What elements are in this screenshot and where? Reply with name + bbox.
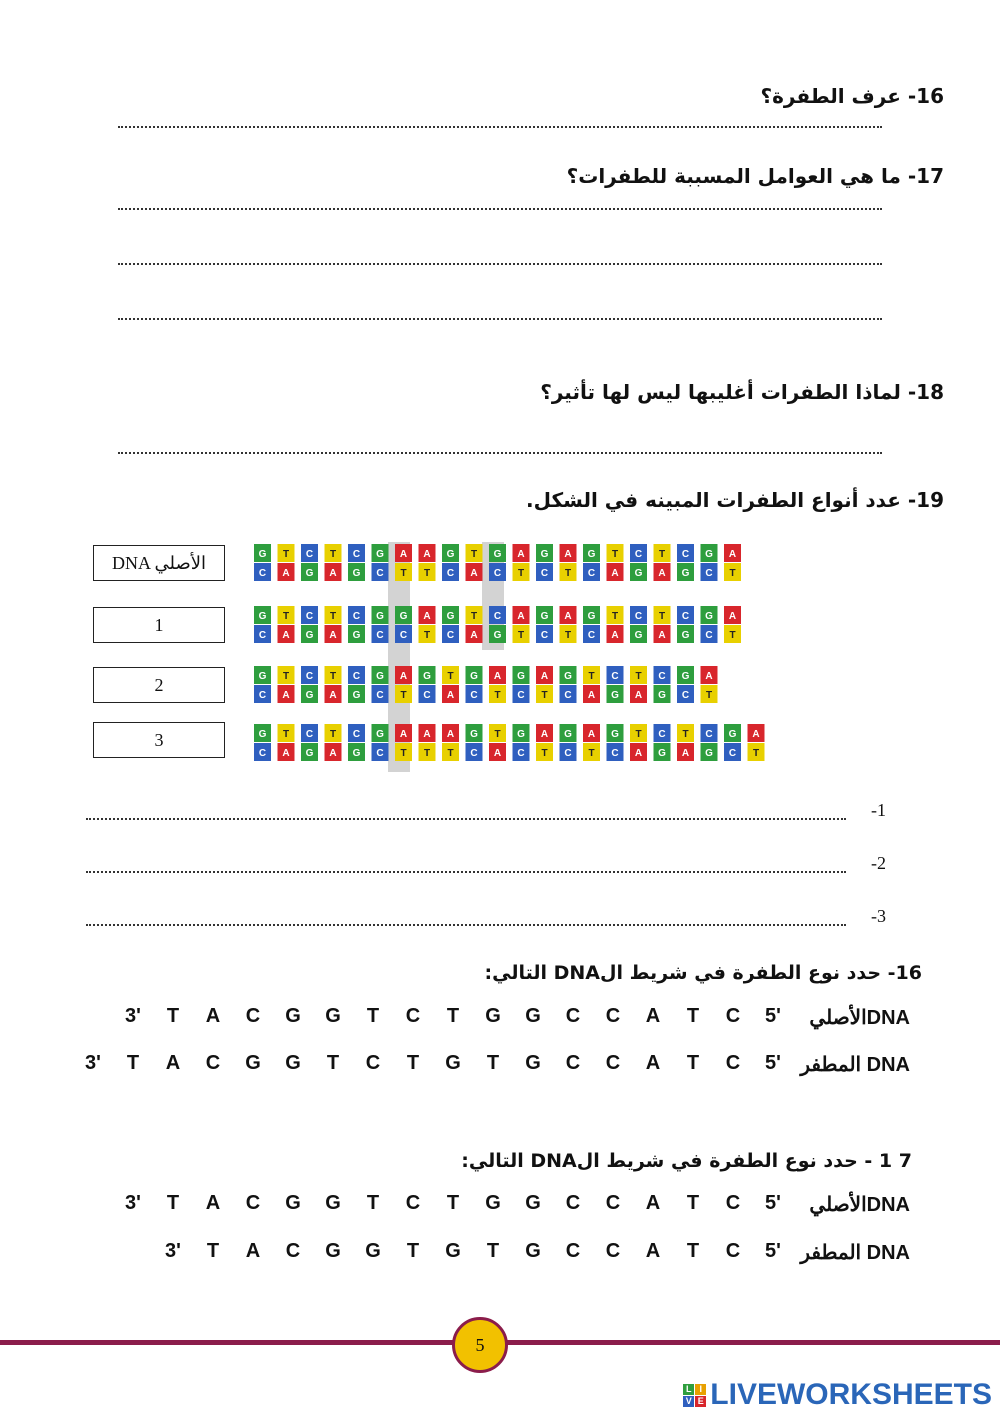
base-letter: G	[352, 748, 361, 759]
sequence-token: G	[525, 1005, 541, 1027]
base-letter: T	[729, 568, 736, 579]
sequence-token: C	[725, 1005, 741, 1027]
sequence-token: G	[485, 1192, 501, 1214]
base-letter: T	[541, 690, 548, 701]
base-letter: C	[376, 568, 384, 579]
question-17: 17- ما هي العوامل المسببة للطفرات؟	[566, 164, 944, 188]
question-16: 16- عرف الطفرة؟	[760, 84, 944, 108]
sequence-token: T	[486, 1052, 500, 1074]
exercise-2-mutated-label: DNA المطفر	[800, 1242, 910, 1264]
question-18: 18- لماذا الطفرات أغليبها ليس لها تأثير؟	[540, 380, 944, 404]
base-letter: C	[587, 568, 596, 579]
base-letter: A	[446, 729, 455, 740]
answer-number-3: -3	[871, 906, 886, 926]
sequence-token: A	[245, 1240, 261, 1262]
base-letter: G	[305, 748, 314, 759]
base-letter: T	[494, 729, 501, 740]
base-letter: G	[540, 611, 549, 622]
base-letter: C	[305, 611, 314, 622]
base-letter: T	[400, 568, 407, 579]
base-letter: G	[728, 729, 737, 740]
sequence-token: C	[605, 1005, 621, 1027]
sequence-token: 3'	[125, 1192, 141, 1214]
sequence-token: G	[525, 1052, 541, 1074]
base-letter: G	[681, 568, 690, 579]
base-letter: C	[517, 748, 525, 759]
sequence-token: T	[126, 1052, 140, 1074]
sequence-token: G	[525, 1192, 541, 1214]
answer-row-3[interactable]	[86, 906, 886, 936]
page-number: 5	[452, 1317, 508, 1373]
base-letter: A	[564, 549, 572, 560]
sequence-token: A	[205, 1005, 221, 1027]
sequence-token: C	[405, 1005, 421, 1027]
sequence-token: A	[645, 1240, 661, 1262]
base-letter: A	[587, 690, 596, 701]
base-letter: A	[423, 611, 431, 622]
base-letter: G	[705, 549, 713, 560]
base-letter: G	[658, 748, 666, 759]
base-letter: A	[282, 568, 290, 579]
base-letter: G	[352, 568, 361, 579]
sequence-token: A	[165, 1052, 181, 1074]
sequence-token: G	[445, 1052, 461, 1074]
base-letter: T	[282, 549, 290, 560]
base-letter: C	[634, 611, 643, 622]
question-19: 19- عدد أنواع الطفرات المبينه في الشكل.	[526, 488, 944, 512]
base-letter: T	[588, 748, 595, 759]
answer-line-18[interactable]	[118, 452, 882, 454]
sequence-token: 3'	[165, 1240, 181, 1262]
base-letter: C	[705, 630, 713, 641]
answer-dots-3[interactable]	[86, 924, 846, 926]
brand-logo-e: E	[695, 1396, 706, 1407]
base-letter: C	[258, 568, 267, 579]
base-letter: T	[635, 671, 642, 682]
base-letter: G	[517, 729, 525, 740]
base-letter: G	[446, 549, 455, 560]
base-letter: T	[611, 549, 619, 560]
base-letter: C	[305, 729, 314, 740]
brand-logo-v: V	[683, 1396, 694, 1407]
base-letter: G	[540, 549, 549, 560]
base-letter: A	[611, 630, 619, 641]
base-letter: G	[258, 729, 267, 740]
base-letter: C	[517, 690, 525, 701]
base-letter: A	[517, 611, 525, 622]
sequence-token: C	[565, 1052, 581, 1074]
base-letter: G	[376, 611, 384, 622]
base-letter: T	[329, 671, 337, 682]
base-letter: T	[329, 549, 337, 560]
base-letter: A	[658, 568, 666, 579]
sequence-token: C	[605, 1240, 621, 1262]
base-letter: A	[493, 748, 502, 759]
base-letter: C	[376, 630, 384, 641]
base-letter: A	[587, 729, 596, 740]
base-letter: A	[399, 549, 408, 560]
exercise-2-title: 7 1 - حدد نوع الطفرة في شريط الDNA التالي:	[461, 1150, 912, 1172]
sequence-token: T	[406, 1240, 420, 1262]
base-letter: C	[564, 748, 572, 759]
base-letter: C	[258, 690, 267, 701]
base-letter: C	[352, 549, 361, 560]
base-letter: A	[282, 630, 290, 641]
answer-number-2: -2	[871, 853, 886, 873]
base-letter: A	[634, 690, 643, 701]
base-letter: G	[634, 630, 643, 641]
sequence-token: T	[206, 1240, 220, 1262]
base-letter: T	[282, 729, 290, 740]
sequence-token: G	[245, 1052, 261, 1074]
base-letter: A	[611, 568, 619, 579]
liveworksheets-brand	[683, 1378, 992, 1412]
base-letter: T	[517, 568, 525, 579]
sequence-token: G	[325, 1240, 341, 1262]
sequence-token: 5'	[765, 1240, 781, 1262]
answer-dots-2[interactable]	[86, 871, 846, 873]
base-letter: G	[305, 568, 314, 579]
base-letter: A	[564, 611, 572, 622]
base-letter: A	[423, 549, 431, 560]
exercise-1-title: 16- حدد نوع الطفرة في شريط الDNA التالي:	[484, 962, 922, 984]
base-letter: G	[470, 671, 478, 682]
base-letter: G	[376, 549, 384, 560]
base-letter: G	[658, 690, 666, 701]
base-letter: G	[446, 611, 455, 622]
sequence-token: G	[445, 1240, 461, 1262]
base-letter: C	[376, 748, 384, 759]
sequence-token: G	[285, 1052, 301, 1074]
base-letter: A	[634, 748, 643, 759]
sequence-token: C	[205, 1052, 221, 1074]
sequence-token: T	[166, 1192, 180, 1214]
base-letter: G	[681, 671, 690, 682]
exercise-2-original-label: DNAالأصلي	[809, 1194, 910, 1216]
base-letter: A	[329, 630, 337, 641]
base-letter: T	[400, 690, 407, 701]
sequence-token: C	[725, 1192, 741, 1214]
answer-row-1[interactable]	[86, 800, 886, 830]
base-letter: T	[635, 729, 642, 740]
base-letter: C	[258, 748, 267, 759]
answer-line-17b[interactable]	[118, 263, 882, 265]
base-letter: G	[517, 671, 525, 682]
answer-line-17c[interactable]	[118, 318, 882, 320]
sequence-token: T	[166, 1005, 180, 1027]
base-letter: G	[352, 630, 361, 641]
exercise-1-original-label: DNAالأصلي	[809, 1007, 910, 1029]
base-letter: C	[470, 748, 478, 759]
base-letter: C	[493, 611, 502, 622]
base-letter: C	[305, 671, 314, 682]
base-letter: C	[446, 568, 455, 579]
base-letter: C	[587, 630, 596, 641]
base-letter: G	[705, 748, 713, 759]
base-letter: A	[329, 690, 337, 701]
sequence-token: 5'	[765, 1005, 781, 1027]
base-letter: A	[493, 671, 502, 682]
base-letter: A	[282, 690, 290, 701]
exercise-2-mutated-row	[90, 1240, 910, 1274]
base-letter: G	[258, 671, 267, 682]
sequence-token: G	[525, 1240, 541, 1262]
base-letter: C	[681, 549, 690, 560]
sequence-token: C	[405, 1192, 421, 1214]
base-letter: T	[400, 748, 407, 759]
base-letter: G	[493, 630, 502, 641]
brand-logo	[683, 1384, 706, 1407]
base-letter: T	[470, 549, 478, 560]
base-letter: C	[258, 630, 267, 641]
exercise-1-mutated-label: DNA المطفر	[800, 1054, 910, 1076]
sequence-token: C	[565, 1240, 581, 1262]
base-letter: G	[258, 549, 267, 560]
dna-mutation-figure	[250, 542, 770, 772]
base-letter: C	[681, 690, 690, 701]
brand-logo-l: L	[683, 1384, 694, 1395]
sequence-token: G	[285, 1192, 301, 1214]
sequence-token: C	[605, 1192, 621, 1214]
base-letter: T	[729, 630, 736, 641]
sequence-token: C	[365, 1052, 381, 1074]
base-letter: C	[705, 568, 713, 579]
sequence-token: G	[325, 1005, 341, 1027]
base-letter: C	[399, 630, 408, 641]
base-letter: T	[588, 671, 595, 682]
answer-dots-1[interactable]	[86, 818, 846, 820]
base-letter: G	[564, 671, 572, 682]
answer-row-2[interactable]	[86, 853, 886, 883]
label-original-dna: DNA الأصلي	[93, 545, 225, 581]
base-letter: A	[470, 630, 478, 641]
base-letter: G	[587, 611, 596, 622]
sequence-token: T	[446, 1005, 460, 1027]
base-letter: A	[282, 748, 290, 759]
base-letter: A	[728, 549, 737, 560]
sequence-token: A	[645, 1192, 661, 1214]
base-letter: C	[564, 690, 572, 701]
sequence-token: T	[486, 1240, 500, 1262]
sequence-token: C	[605, 1052, 621, 1074]
base-letter: T	[447, 671, 454, 682]
base-letter: T	[282, 671, 290, 682]
brand-logo-i: I	[695, 1384, 706, 1395]
base-letter: A	[540, 729, 549, 740]
exercise-1-original-row	[90, 1005, 910, 1039]
base-letter: A	[517, 549, 525, 560]
answer-line-16[interactable]	[118, 126, 882, 128]
base-letter: T	[494, 690, 501, 701]
base-letter: T	[329, 611, 337, 622]
base-letter: T	[705, 690, 713, 701]
base-letter: A	[329, 748, 337, 759]
sequence-token: T	[406, 1052, 420, 1074]
base-letter: G	[352, 690, 361, 701]
sequence-token: C	[245, 1192, 261, 1214]
base-letter: C	[611, 748, 619, 759]
base-letter: C	[446, 630, 455, 641]
base-letter: G	[587, 549, 596, 560]
base-letter: A	[540, 671, 549, 682]
base-letter: G	[564, 729, 572, 740]
sequence-token: C	[245, 1005, 261, 1027]
base-letter: T	[517, 630, 525, 641]
base-letter: G	[258, 611, 267, 622]
base-letter: C	[634, 549, 643, 560]
sequence-token: T	[366, 1005, 380, 1027]
sequence-token: 3'	[85, 1052, 101, 1074]
base-letter: A	[399, 671, 408, 682]
base-letter: A	[446, 690, 455, 701]
sequence-token: 3'	[125, 1005, 141, 1027]
sequence-token: C	[285, 1240, 301, 1262]
base-letter: C	[376, 690, 384, 701]
base-letter: G	[399, 611, 408, 622]
sequence-token: 5'	[765, 1192, 781, 1214]
base-letter: A	[423, 729, 431, 740]
base-letter: G	[305, 630, 314, 641]
brand-text: LIVEWORKSHEETS	[710, 1378, 992, 1411]
sequence-token: T	[326, 1052, 340, 1074]
base-letter: G	[376, 729, 384, 740]
base-letter: T	[423, 748, 431, 759]
answer-line-17a[interactable]	[118, 208, 882, 210]
base-letter: G	[423, 671, 431, 682]
base-letter: C	[658, 729, 666, 740]
base-letter: C	[352, 671, 361, 682]
base-letter: G	[611, 690, 619, 701]
sequence-token: T	[686, 1192, 700, 1214]
base-letter: T	[611, 611, 619, 622]
sequence-token: C	[725, 1240, 741, 1262]
sequence-token: A	[645, 1005, 661, 1027]
base-letter: C	[728, 748, 737, 759]
sequence-token: T	[686, 1052, 700, 1074]
label-mutation-1: 1	[93, 607, 225, 643]
label-mutation-2: 2	[93, 667, 225, 703]
base-letter: C	[705, 729, 713, 740]
sequence-token: 5'	[765, 1052, 781, 1074]
sequence-token: C	[565, 1192, 581, 1214]
base-letter: T	[282, 611, 290, 622]
base-letter: G	[305, 690, 314, 701]
sequence-token: T	[446, 1192, 460, 1214]
base-letter: T	[564, 568, 572, 579]
sequence-token: A	[205, 1192, 221, 1214]
base-letter: T	[564, 630, 572, 641]
base-letter: A	[728, 611, 737, 622]
sequence-token: G	[485, 1005, 501, 1027]
sequence-token: G	[285, 1005, 301, 1027]
label-mutation-3: 3	[93, 722, 225, 758]
base-letter: G	[611, 729, 619, 740]
base-letter: T	[470, 611, 478, 622]
base-letter: A	[658, 630, 666, 641]
base-letter: C	[540, 630, 549, 641]
base-letter: T	[658, 611, 666, 622]
strand-group	[254, 544, 765, 761]
base-letter: C	[352, 611, 361, 622]
sequence-token: T	[686, 1005, 700, 1027]
base-letter: C	[470, 690, 478, 701]
answer-number-1: -1	[871, 800, 886, 820]
base-letter: T	[658, 549, 666, 560]
sequence-token: A	[645, 1052, 661, 1074]
sequence-token: C	[725, 1052, 741, 1074]
sequence-token: T	[366, 1192, 380, 1214]
base-letter: G	[705, 611, 713, 622]
base-letter: G	[493, 549, 502, 560]
base-letter: T	[423, 630, 431, 641]
exercise-1-mutated-row	[85, 1052, 910, 1086]
base-letter: A	[681, 748, 690, 759]
base-letter: C	[681, 611, 690, 622]
sequence-token: T	[686, 1240, 700, 1262]
base-letter: C	[423, 690, 431, 701]
sequence-token: G	[325, 1192, 341, 1214]
sequence-token: C	[565, 1005, 581, 1027]
base-letter: T	[682, 729, 689, 740]
base-letter: C	[493, 568, 502, 579]
base-letter: C	[611, 671, 619, 682]
base-letter: G	[376, 671, 384, 682]
base-letter: A	[470, 568, 478, 579]
base-letter: G	[470, 729, 478, 740]
sequence-token: G	[365, 1240, 381, 1262]
base-letter: A	[399, 729, 408, 740]
base-letter: A	[752, 729, 760, 740]
base-letter: T	[423, 568, 431, 579]
base-letter: C	[352, 729, 361, 740]
base-letter: T	[752, 748, 760, 759]
base-letter: C	[658, 671, 666, 682]
base-letter: T	[541, 748, 548, 759]
exercise-2-original-row	[90, 1192, 910, 1226]
base-letter: C	[540, 568, 549, 579]
base-letter: C	[305, 549, 314, 560]
base-letter: A	[329, 568, 337, 579]
base-letter: G	[634, 568, 643, 579]
base-letter: T	[447, 748, 454, 759]
base-letter: G	[681, 630, 690, 641]
base-letter: A	[705, 671, 713, 682]
base-letter: T	[329, 729, 337, 740]
